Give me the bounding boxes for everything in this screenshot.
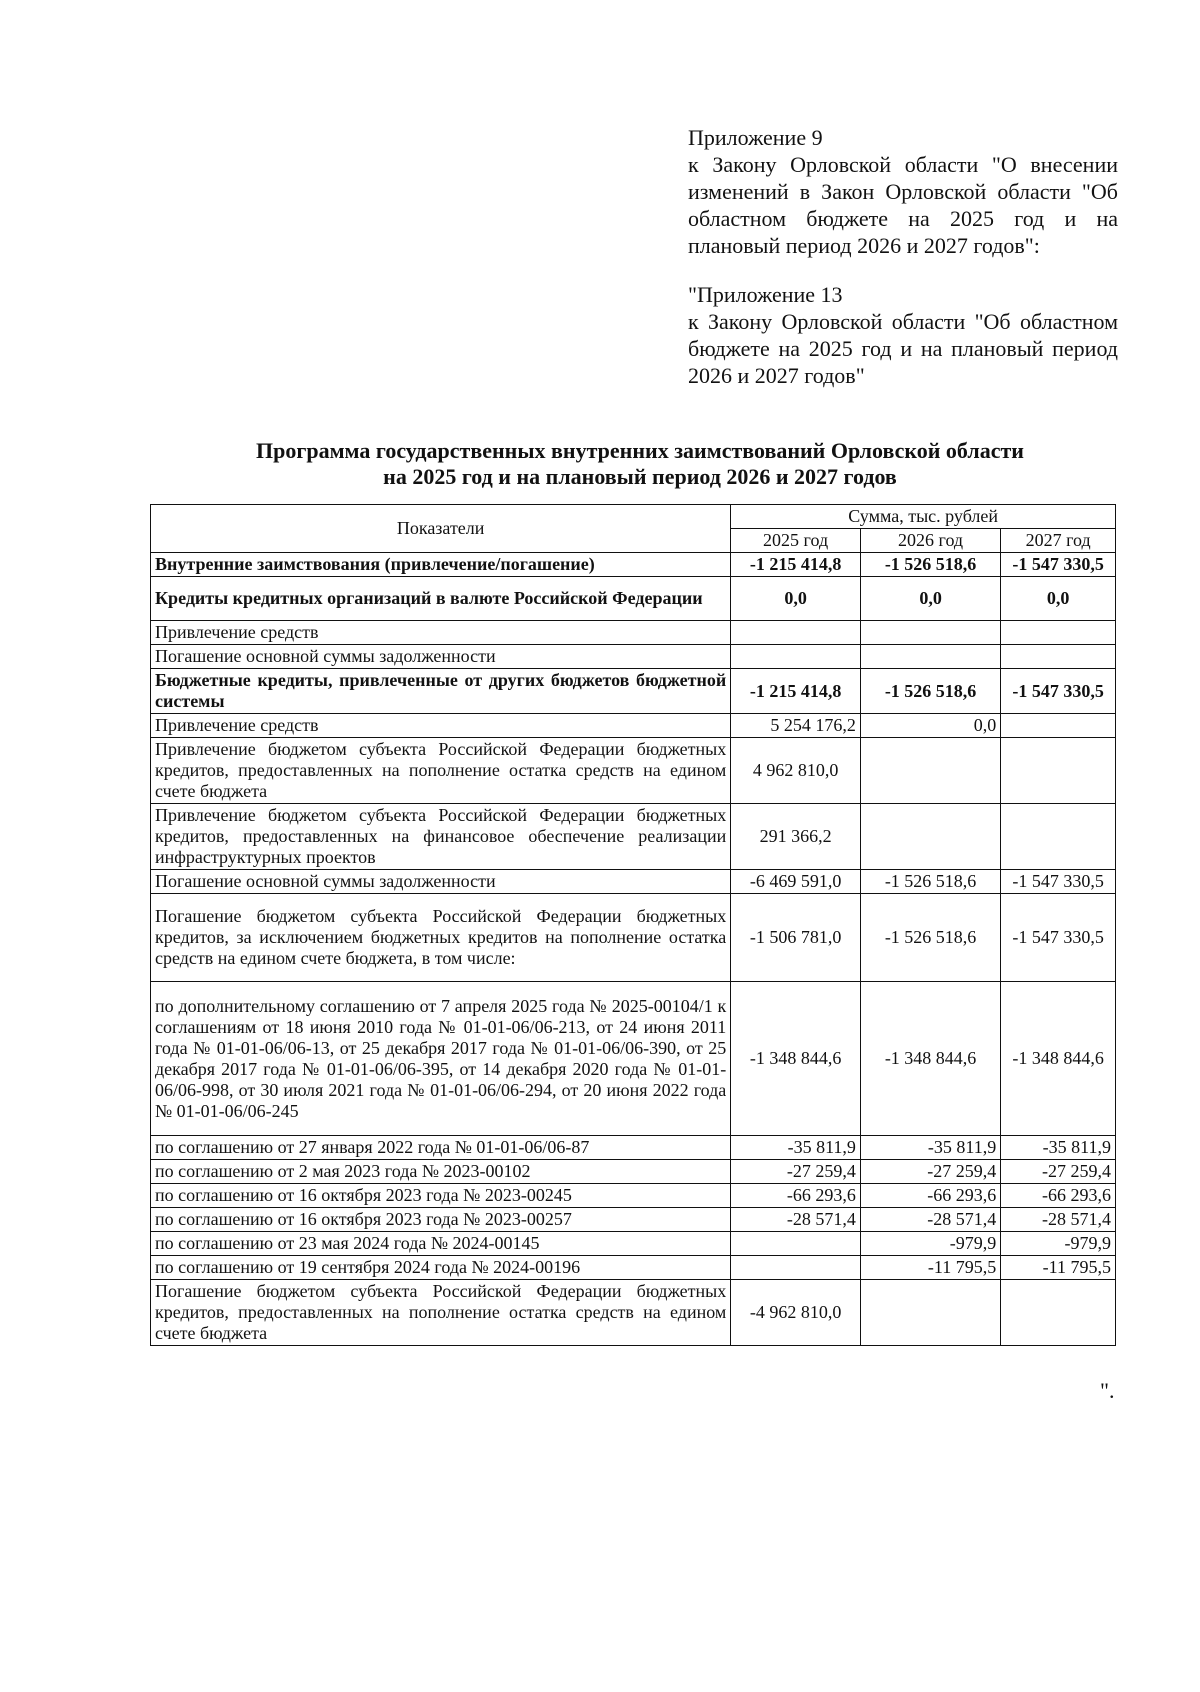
table-row [151, 1184, 1116, 1208]
amount-cell [860, 804, 1000, 870]
indicator-cell: Привлечение бюджетом субъекта Российской Федерации бюджетных кредитов, предоставленных на финансовое обеспечение реализации инфраструктурных проектов [151, 804, 731, 870]
amount-cell [1001, 804, 1116, 870]
indicator-cell: Погашение бюджетом субъекта Российской Федерации бюджетных кредитов, предоставленных на пополнение остатка средств на едином счете бюджета [151, 1280, 731, 1346]
amount-cell: -11 795,5 [1001, 1256, 1116, 1280]
indicator-cell: Привлечение средств [151, 621, 731, 645]
amount-cell: -28 571,4 [1001, 1208, 1116, 1232]
indicator-cell: по дополнительному соглашению от 7 апреля 2025 года № 2025-00104/1 к соглашениям от 18 июня 2010 года № 01-01-06/06-213, от 24 июня 2011 года № 01-01-06/06-13, от 25 декабря 2017 года № 01-01-06/06-390, от 25 декабря 2017 года № 01-01-06/06-395, от 14 декабря 2020 года № 01-01-06/06-998, от 30 июля 2021 года № 01-01-06/06-294, от 20 июня 2022 года № 01-01-06/06-245 [151, 982, 731, 1136]
table-row [151, 645, 1116, 669]
table-row [151, 1208, 1116, 1232]
table-row [151, 894, 1116, 982]
amount-cell [1001, 738, 1116, 804]
indicator-cell: Кредиты кредитных организаций в валюте Российской Федерации [151, 577, 731, 621]
amount-cell: -28 571,4 [860, 1208, 1000, 1232]
indicator-cell: по соглашению от 23 мая 2024 года № 2024-00145 [151, 1232, 731, 1256]
indicator-cell: Бюджетные кредиты, привлеченные от других бюджетов бюджетной системы [151, 669, 731, 714]
amount-cell [731, 645, 861, 669]
amount-cell: -6 469 591,0 [731, 870, 861, 894]
table-row [151, 714, 1116, 738]
closing-quote-mark: ". [1100, 1378, 1115, 1403]
table-row [151, 738, 1116, 804]
amount-cell: -1 526 518,6 [860, 553, 1000, 577]
table-row [151, 1136, 1116, 1160]
amount-cell [860, 645, 1000, 669]
amount-cell: -27 259,4 [731, 1160, 861, 1184]
amount-cell: -66 293,6 [1001, 1184, 1116, 1208]
amount-cell [860, 621, 1000, 645]
law-reference: к Закону Орловской области "О внесении изменений в Закон Орловской области "Об областном бюджете на 2025 год и на плановый период 2026 и 2027 годов": [688, 152, 1118, 258]
amount-cell: -1 526 518,6 [860, 669, 1000, 714]
indicator-cell: Погашение бюджетом субъекта Российской Федерации бюджетных кредитов, за исключением бюджетных кредитов на пополнение остатка средств на едином счете бюджета, в том числе: [151, 894, 731, 982]
document-title [150, 438, 1130, 490]
amount-cell: -35 811,9 [860, 1136, 1000, 1160]
table-row [151, 553, 1116, 577]
amount-cell: -28 571,4 [731, 1208, 861, 1232]
indicator-cell: Погашение основной суммы задолженности [151, 645, 731, 669]
indicator-cell: по соглашению от 27 января 2022 года № 01-01-06/06-87 [151, 1136, 731, 1160]
amount-cell [1001, 621, 1116, 645]
amount-cell: -1 506 781,0 [731, 894, 861, 982]
amount-cell: 4 962 810,0 [731, 738, 861, 804]
amount-cell: 0,0 [1001, 577, 1116, 621]
year-header: 2025 год [731, 529, 861, 553]
amount-cell: -1 348 844,6 [731, 982, 861, 1136]
amount-cell [860, 738, 1000, 804]
sum-header: Сумма, тыс. рублей [731, 505, 1116, 529]
amount-cell [1001, 645, 1116, 669]
table-row [151, 669, 1116, 714]
table-row [151, 577, 1116, 621]
amount-cell [1001, 714, 1116, 738]
borrowing-program-table [150, 504, 1116, 1346]
amount-cell: -35 811,9 [1001, 1136, 1116, 1160]
amount-cell: -979,9 [860, 1232, 1000, 1256]
amount-cell: -27 259,4 [860, 1160, 1000, 1184]
amount-cell [731, 1256, 861, 1280]
table-row [151, 804, 1116, 870]
year-header: 2027 год [1001, 529, 1116, 553]
amount-cell: -1 215 414,8 [731, 553, 861, 577]
table-row [151, 621, 1116, 645]
table-row [151, 982, 1116, 1136]
amount-cell: -1 547 330,5 [1001, 669, 1116, 714]
title-line-1: Программа государственных внутренних заимствований Орловской области [256, 438, 1024, 463]
table-row [151, 1256, 1116, 1280]
table-row [151, 1160, 1116, 1184]
indicator-cell: по соглашению от 2 мая 2023 года № 2023-00102 [151, 1160, 731, 1184]
indicator-cell: Привлечение бюджетом субъекта Российской Федерации бюджетных кредитов, предоставленных на пополнение остатка средств на едином счете бюджета [151, 738, 731, 804]
amount-cell: -1 547 330,5 [1001, 894, 1116, 982]
table-row [151, 870, 1116, 894]
amount-cell: -11 795,5 [860, 1256, 1000, 1280]
amount-cell: -1 348 844,6 [1001, 982, 1116, 1136]
amount-cell: -979,9 [1001, 1232, 1116, 1256]
amount-cell: -1 547 330,5 [1001, 553, 1116, 577]
indicator-cell: по соглашению от 19 сентября 2024 года № 2024-00196 [151, 1256, 731, 1280]
amount-cell: -66 293,6 [731, 1184, 861, 1208]
indicator-header: Показатели [151, 505, 731, 553]
indicator-cell: по соглашению от 16 октября 2023 года № 2023-00257 [151, 1208, 731, 1232]
amount-cell: 291 366,2 [731, 804, 861, 870]
amount-cell: -1 526 518,6 [860, 870, 1000, 894]
table-row [151, 1280, 1116, 1346]
amount-cell: -35 811,9 [731, 1136, 861, 1160]
indicator-cell: по соглашению от 16 октября 2023 года № 2023-00245 [151, 1184, 731, 1208]
amount-cell: 5 254 176,2 [731, 714, 861, 738]
title-line-2: на 2025 год и на плановый период 2026 и 2027 годов [383, 464, 897, 489]
amount-cell [1001, 1280, 1116, 1346]
table-row [151, 1232, 1116, 1256]
amount-cell: -4 962 810,0 [731, 1280, 861, 1346]
amount-cell [731, 621, 861, 645]
amount-cell: -1 215 414,8 [731, 669, 861, 714]
amount-cell: -66 293,6 [860, 1184, 1000, 1208]
year-header: 2026 год [860, 529, 1000, 553]
indicator-cell: Погашение основной суммы задолженности [151, 870, 731, 894]
amount-cell: -27 259,4 [1001, 1160, 1116, 1184]
indicator-cell: Внутренние заимствования (привлечение/погашение) [151, 553, 731, 577]
amount-cell [731, 1232, 861, 1256]
law-reference-original: к Закону Орловской области "Об областном бюджете на 2025 год и на плановый период 2026 и 2027 годов" [688, 309, 1118, 388]
indicator-cell: Привлечение средств [151, 714, 731, 738]
appendix-number-original: "Приложение 13 [688, 282, 843, 307]
amount-cell [860, 1280, 1000, 1346]
amount-cell: 0,0 [731, 577, 861, 621]
amount-cell: -1 547 330,5 [1001, 870, 1116, 894]
appendix-number: Приложение 9 [688, 125, 823, 150]
amount-cell: -1 348 844,6 [860, 982, 1000, 1136]
amount-cell: -1 526 518,6 [860, 894, 1000, 982]
amount-cell: 0,0 [860, 577, 1000, 621]
appendix-header [688, 124, 1118, 389]
amount-cell: 0,0 [860, 714, 1000, 738]
